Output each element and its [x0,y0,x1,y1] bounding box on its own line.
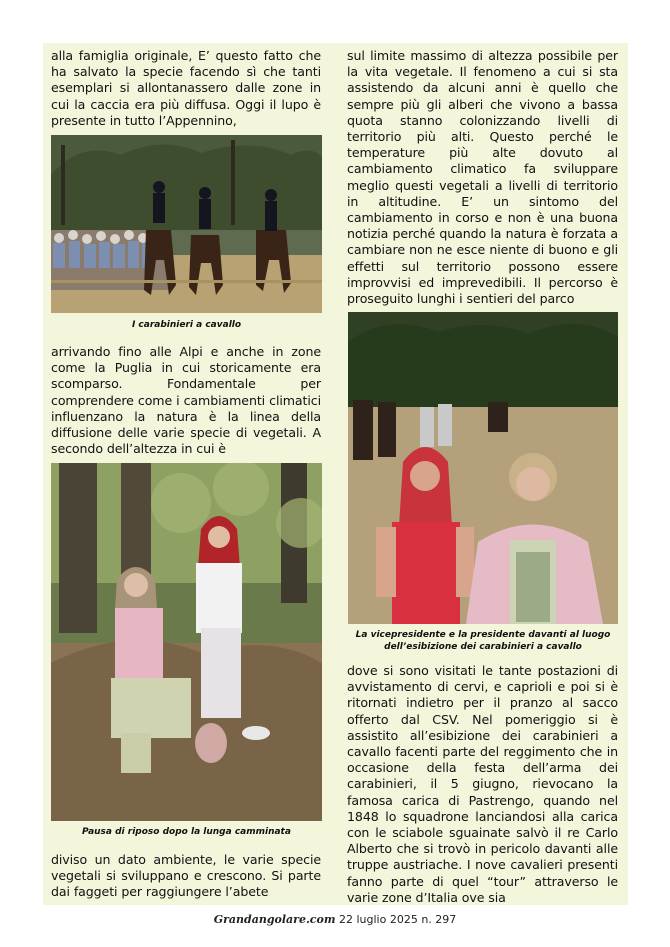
paragraph: alla famiglia originale, E’ questo fatto che ha salvato la specie facendo sì che tanti esemplari si allontanassero dalle zone in cui la caccia era più diffusa. Oggi il lupo è presente in tutto l’Appennino, [51,48,321,128]
paragraph: arrivando fino alle Alpi e anche in zone come la Puglia in cui storicamente era scomparso. Fondamentale per comprendere come i cambiamenti climatici influenzano la natura è la linea della diffusione delle varie specie di vegetali. A secondo dell’altezza in cui è [51,344,321,457]
paragraph: sul limite massimo di altezza possibile per la vita vegetale. Il fenomeno a cui si sta assistendo da alcuni anni è quello che sempre più gli alberi che vivono a bassa quota stanno colonizzando livelli di territorio più alti. Questo perché le temperature più alte dovuto al cambiamento climatico fa sviluppare meglio questi vegetali a livelli di territorio in altitudine. E’ un sintomo del cambiamento in corso e non è una buona notizia perché quando la natura è forzata a cambiare non ne esce niente di buono e gli effetti sul territorio possono essere improvvisi ed imprevedibili. Il percorso è proseguito lunghi i sentieri del parco [347,48,618,307]
paragraph: dove si sono visitati le tante postazioni di avvistamento di cervi, e caprioli e poi si è ritornati indietro per il pranzo al sacco offerto dal CSV. Nel pomeriggio si è assistito all’esibizione dei carabinieri a cavallo facenti parte del reggimento che in occasione della festa dell’arma dei carabinieri, il 5 giugno, rievocano la famosa carica di Pastrengo, quando nel 1848 lo squadrone lanciandosi alla carica con le sciabole sguainate salvò il re Carlo Alberto che si trovò in pericolo davanti alle truppe austriache. I nove cavalieri presenti fanno parte di quel “tour” attraverso le varie zone d’Italia ove sia [347,663,618,905]
issue-date: 22 luglio 2025 n. 297 [335,913,457,926]
left-column-text-3 [51,852,321,901]
footer [0,913,670,926]
caption-vicepresident-president [348,629,618,653]
left-column-text-1 [51,48,321,129]
photo-carabinieri-horses [51,135,322,313]
caption-line: La vicepresidente e la presidente davanti al luogo [355,630,611,640]
caption-line: dell’esibizione dei carabinieri a cavallo [384,642,582,652]
photo-vicepresident-president [348,312,618,624]
publication-name: Grandangolare.com [213,913,336,926]
right-column-text-2 [347,663,618,906]
caption-rest-break: Pausa di riposo dopo la lunga camminata [82,827,291,837]
caption-carabinieri: I carabinieri a cavallo [131,320,242,330]
right-column-text-1 [347,48,618,307]
photo-rest-break [51,463,322,821]
left-column-text-2 [51,344,321,457]
paragraph: diviso un dato ambiente, le varie specie vegetali si sviluppano e crescono. Si parte dai faggeti per raggiungere l’abete [51,852,321,900]
